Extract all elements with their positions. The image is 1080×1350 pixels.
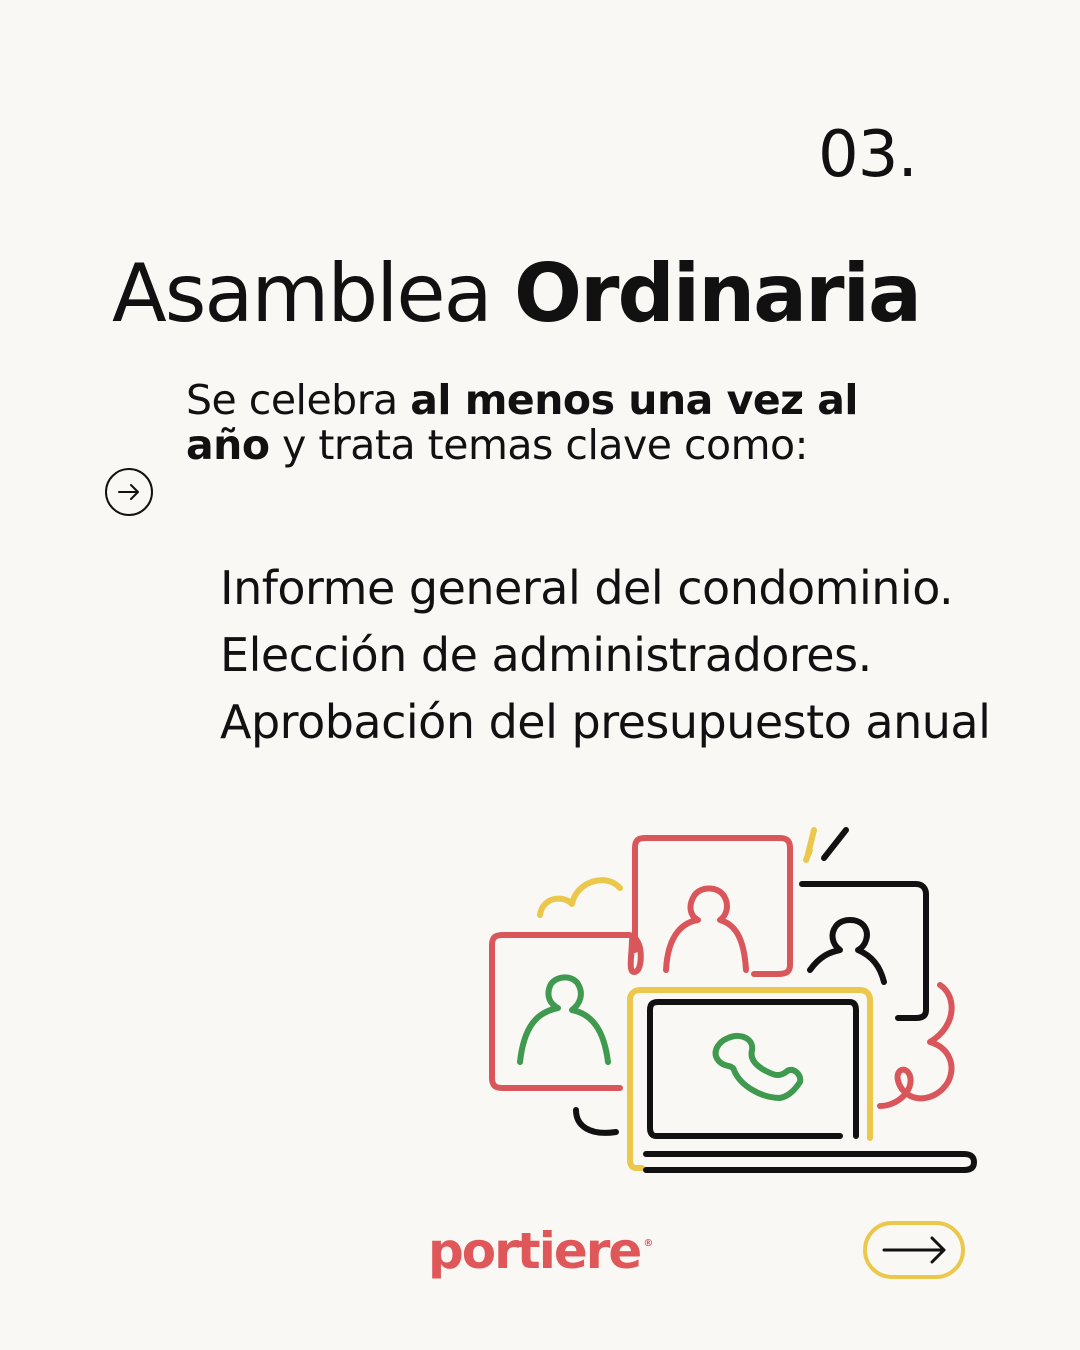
phone-icon — [716, 1036, 801, 1098]
arrow-right-icon — [884, 1238, 944, 1262]
spark-line-black — [824, 830, 846, 858]
list-item: Elección de administradores. — [220, 628, 872, 682]
intro-text — [186, 378, 866, 468]
person-right — [810, 920, 884, 982]
person-left — [520, 977, 608, 1062]
squiggle-right — [880, 985, 952, 1106]
video-conference-illustration — [480, 820, 980, 1185]
list-item: Informe general del condominio. — [220, 561, 954, 615]
intro-bold: al menos una vez al año — [186, 376, 858, 469]
person-top — [666, 889, 746, 971]
hook-left — [576, 1110, 616, 1133]
topics-list — [220, 555, 990, 756]
laptop-screen — [650, 1002, 856, 1136]
laptop-frame — [630, 990, 870, 1168]
intro-part1: Se celebra — [186, 376, 411, 424]
cloud-shape — [540, 880, 620, 915]
page-title — [112, 248, 920, 340]
arrow-right-circle-icon — [104, 467, 154, 517]
next-arrow-button[interactable] — [862, 1220, 966, 1280]
registered-mark: ® — [643, 1238, 654, 1249]
intro-part2: y trata temas clave como: — [269, 421, 808, 469]
slide-number: 03. — [818, 118, 917, 192]
brand-logo — [428, 1222, 653, 1280]
title-bold: Ordinaria — [514, 247, 920, 340]
brand-name: portiere — [428, 1222, 641, 1280]
window-top — [635, 838, 790, 974]
window-left — [492, 935, 641, 1088]
laptop-base — [646, 1154, 974, 1170]
list-item: Aprobación del presupuesto anual — [220, 695, 991, 749]
title-light: Asamblea — [112, 247, 491, 340]
